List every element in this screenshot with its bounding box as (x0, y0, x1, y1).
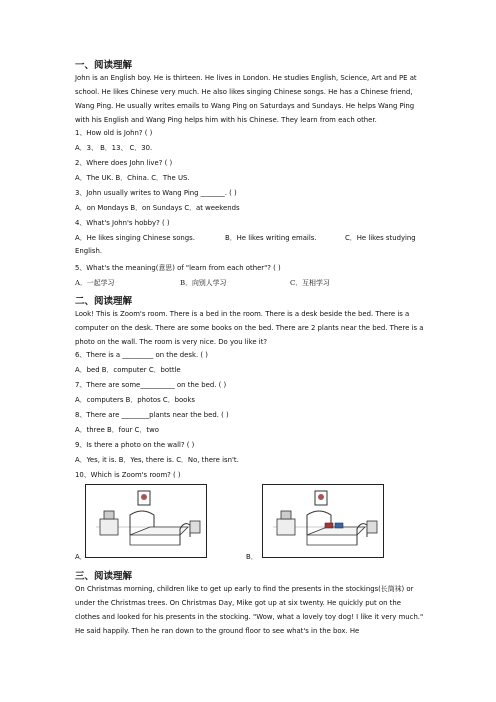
picture-b-label: B． (246, 553, 258, 561)
question-4: 4、What's John's hobby? ( ) (75, 219, 170, 227)
question-8: 8、There are ________plants near the bed. ( ) (75, 411, 229, 419)
question-10: 10、Which is Zoom's room? ( ) (75, 471, 181, 479)
question-5: 5、What's the meaning(意思) of "learn from each other"? ( ) (75, 264, 281, 272)
question-1: 1、How old is John? ( ) (75, 129, 153, 137)
question-3: 3、John usually writes to Wang Ping _______. ( ) (75, 189, 237, 197)
question-7-options: A．computers B．photos C．books (75, 396, 195, 404)
picture-a-label: A． (75, 553, 87, 561)
question-5-option-b: B．向别人学习 (180, 279, 227, 287)
question-6-options: A．bed B．computer C．bottle (75, 366, 181, 374)
section-3-passage: On Christmas morning, children like to get up early to find the presents in the stockings(长筒袜) or under the Christmas trees. On Christmas Day, Mike got up at six twenty. He quickly put on the clothes and looked for his presents in the stocking. "Wow, what a lovely toy dog! I like it very much." He said happily. Then he ran down to the ground floor to see what's in the box. He (75, 585, 424, 635)
question-4-option-b: B．He likes writing emails. (225, 234, 317, 242)
question-8-options: A．three B．four C．two (75, 426, 159, 434)
question-9-options: A．Yes, it is. B．Yes, there is. C．No, there isn't. (75, 456, 239, 464)
question-4-option-a: A．He likes singing Chinese songs. (75, 234, 195, 242)
section-1-passage: John is an English boy. He is thirteen. He lives in London. He studies English, Science, Art and PE at school. He likes Chinese very much. He also likes singing Chinese songs. He has a Chinese friend, Wang Ping. He usually writes emails to Wang Ping on Saturdays and Sundays. He helps Wang Ping with his English and Wang Ping helps him with his Chinese. They learn from each other. (75, 74, 417, 124)
question-4-option-c-continued: English. (75, 247, 103, 255)
question-4-option-c: C．He likes studying (345, 234, 416, 242)
question-2-options: A．The UK. B．China. C．The US. (75, 174, 190, 182)
question-7: 7、There are some__________ on the bed. ( ) (75, 381, 227, 389)
question-5-option-c: C．互相学习 (290, 279, 330, 287)
section-2-heading: 二、阅读理解 (75, 296, 133, 307)
section-3-heading: 三、阅读理解 (75, 571, 133, 582)
question-3-options: A．on Mondays B．on Sundays C．at weekends (75, 204, 240, 212)
question-9: 9、Is there a photo on the wall? ( ) (75, 441, 195, 449)
question-5-option-a: A．一起学习 (75, 279, 115, 287)
question-1-options: A．3、 B．13、 C．30. (75, 144, 153, 152)
question-2: 2、Where does John live? ( ) (75, 159, 173, 167)
section-1-heading: 一、阅读理解 (75, 60, 133, 71)
room-picture-a (85, 484, 207, 558)
section-2-passage: Look! This is Zoom's room. There is a bed in the room. There is a desk beside the bed. There is a computer on the desk. There are some books on the bed. There are 2 plants near the bed. There is a photo on the wall. The room is very nice. Do you like it? (75, 310, 424, 346)
room-picture-b (262, 484, 384, 558)
question-6: 6、There is a _________ on the desk. ( ) (75, 351, 208, 359)
